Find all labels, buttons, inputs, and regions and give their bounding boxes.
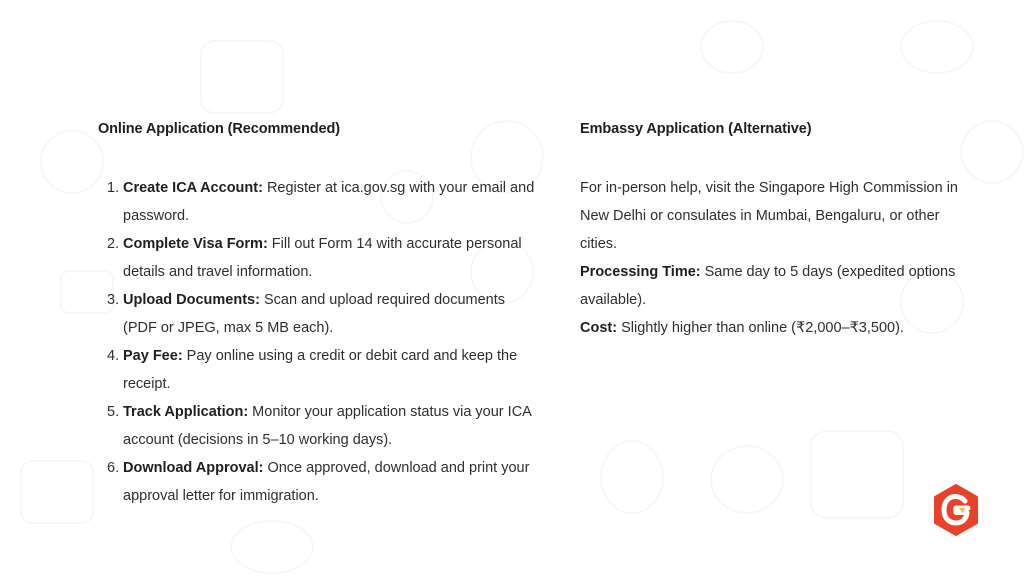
processing-time-value: Same day to 5 days (expedited options available). [580, 264, 956, 308]
step-text: Register at ica.gov.sg with your email and password. [123, 180, 535, 224]
step-lead: Complete Visa Form: [123, 236, 268, 252]
online-application-title: Online Application (Recommended) [98, 121, 340, 137]
embassy-body [580, 174, 980, 342]
processing-time-label: Processing Time: [580, 264, 701, 280]
embassy-intro: For in-person help, visit the Singapore High Commission in New Delhi or consulates in Mumbai, Bengaluru, or other cities. [580, 180, 958, 252]
embassy-application-title: Embassy Application (Alternative) [580, 121, 812, 137]
step-lead: Download Approval: [123, 460, 264, 476]
cost-label: Cost: [580, 320, 618, 336]
step-lead: Pay Fee: [123, 348, 183, 364]
step-item [98, 398, 538, 454]
step-number: 3. [107, 292, 120, 308]
step-lead: Create ICA Account: [123, 180, 263, 196]
step-lead: Track Application: [123, 404, 249, 420]
online-application-section [98, 118, 538, 510]
step-number: 6. [107, 460, 120, 476]
cost-value: Slightly higher than online (₹2,000–₹3,500). [617, 320, 904, 336]
step-text: Fill out Form 14 with accurate personal details and travel information. [123, 236, 522, 280]
step-item [98, 286, 538, 342]
processing-time [580, 258, 980, 314]
embassy-application-section [580, 118, 980, 342]
step-text: Scan and upload required documents (PDF or JPEG, max 5 MB each). [123, 292, 506, 336]
step-text: Monitor your application status via your ICA account (decisions in 5–10 working days). [123, 404, 532, 448]
cost [580, 314, 980, 342]
step-number: 2. [107, 236, 120, 252]
step-item [98, 230, 538, 286]
step-lead: Upload Documents: [123, 292, 260, 308]
step-number: 5. [107, 404, 120, 420]
step-number: 4. [107, 348, 120, 364]
step-text: Once approved, download and print your approval letter for immigration. [123, 460, 530, 504]
brand-logo [932, 484, 980, 536]
step-item [98, 454, 538, 510]
step-item [98, 342, 538, 398]
g-logo-icon [932, 484, 980, 536]
step-number: 1. [107, 180, 120, 196]
online-steps-list [98, 174, 538, 510]
step-text: Pay online using a credit or debit card and keep the receipt. [123, 348, 518, 392]
step-item [98, 174, 538, 230]
